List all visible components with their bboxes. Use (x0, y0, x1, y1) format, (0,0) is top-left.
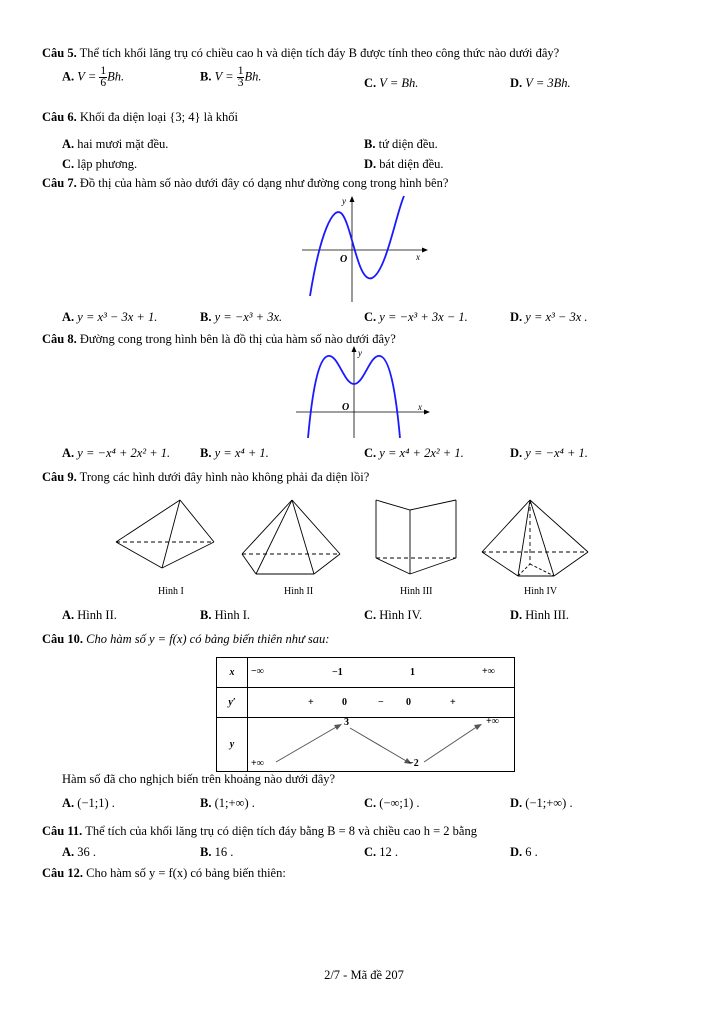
q5-option-b[interactable]: B. V = $\frac{1}{3}$ Bh. (200, 65, 262, 89)
q6-option-a[interactable]: A. hai mươi mặt đều. (62, 137, 169, 151)
question-9-label: Câu 9. (42, 470, 77, 484)
q5-option-a[interactable]: A. V = $\frac{1}{6}$ Bh. (62, 65, 125, 89)
x-value-1: 1 (410, 667, 415, 678)
figure-hinh-iii (376, 500, 456, 574)
x-axis-arrow (424, 410, 430, 415)
arrow-up-2 (424, 726, 478, 762)
q7-option-c[interactable]: C. y = −x³ + 3x − 1. (364, 310, 468, 324)
y-axis-label: y (358, 348, 362, 358)
q10-option-c[interactable]: C. (−∞;1) . (364, 796, 420, 810)
q5-option-d[interactable]: D. V = 3Bh. (510, 76, 571, 90)
question-12 (42, 866, 286, 881)
q11-option-b[interactable]: B. 16 . (200, 845, 234, 859)
sign-zero-1: 0 (342, 697, 347, 708)
question-11-label: Câu 11. (42, 824, 83, 838)
origin-label: O (342, 402, 350, 413)
question-6 (42, 110, 238, 125)
y-axis-arrow (352, 346, 357, 352)
question-8-label: Câu 8. (42, 332, 77, 346)
q6-option-c[interactable]: C. lập phương. (62, 157, 138, 171)
q11-option-a[interactable]: A. 36 . (62, 845, 97, 859)
x-axis-label: x (418, 402, 422, 412)
q7-cubic-graph (300, 194, 430, 302)
question-7-label: Câu 7. (42, 176, 77, 190)
q10-option-d[interactable]: D. (−1;+∞) . (510, 796, 573, 810)
q6-option-d[interactable]: D. bát diện đều. (364, 157, 444, 171)
variation-row-yp-label: y′ (217, 688, 248, 718)
q6-option-b[interactable]: B. tứ diện đều. (364, 137, 438, 151)
question-5-text: Thể tích khối lăng trụ có chiều cao h và diện tích đáy B được tính theo công thức nào dưới đây? (79, 46, 560, 60)
caption-hinh-i: Hình I (158, 586, 184, 597)
y-value-3: 3 (344, 717, 349, 728)
variation-row-y-values (248, 718, 515, 772)
figure-hinh-i (116, 500, 214, 568)
cubic-curve (310, 196, 404, 296)
question-7-text: Đồ thị của hàm số nào dưới đây có dạng như đường cong trong hình bên? (79, 176, 449, 190)
q9-option-b[interactable]: B. Hình I. (200, 608, 251, 622)
variation-row-x-values (248, 658, 515, 688)
q8-option-c[interactable]: C. y = x⁴ + 2x² + 1. (364, 446, 464, 460)
caption-hinh-iv: Hình IV (524, 586, 558, 597)
figure-hinh-iv (482, 500, 588, 576)
q9-option-d[interactable]: D. Hình III. (510, 608, 570, 622)
y-axis-label: y (342, 196, 346, 206)
page-footer: 2/7 - Mã đề 207 (324, 968, 404, 982)
q8-quartic-graph (294, 344, 434, 438)
q8-option-b[interactable]: B. y = x⁴ + 1. (200, 446, 269, 460)
sign-zero-2: 0 (406, 697, 411, 708)
x-value-neg-inf: −∞ (251, 666, 264, 677)
question-6-label: Câu 6. (42, 110, 77, 124)
y-axis-arrow (350, 196, 355, 202)
variation-arrows (248, 718, 514, 772)
q11-option-d[interactable]: D. 6 . (510, 845, 538, 859)
q9-option-a[interactable]: A. Hình II. (62, 608, 117, 622)
question-6-text: Khối đa diện loại {3; 4} là khối (79, 110, 239, 124)
figure-hinh-ii (242, 500, 340, 574)
caption-hinh-iii: Hình III (400, 586, 433, 597)
question-9 (42, 470, 369, 485)
question-5-label: Câu 5. (42, 46, 77, 60)
sign-3: + (450, 697, 456, 708)
q9-option-c[interactable]: C. Hình IV. (364, 608, 423, 622)
q8-option-d[interactable]: D. y = −x⁴ + 1. (510, 446, 588, 460)
y-value-neg2: −2 (408, 758, 419, 769)
sign-1: + (308, 697, 314, 708)
question-11-text: Thể tích của khối lăng trụ có diện tích đáy bằng B = 8 và chiều cao h = 2 bằng (85, 824, 477, 838)
origin-label: O (340, 254, 348, 265)
q11-option-c[interactable]: C. 12 . (364, 845, 399, 859)
arrow-up-1 (276, 726, 338, 762)
question-10-followup: Hàm số đã cho nghịch biến trên khoảng nào dưới đây? (62, 772, 336, 786)
q10-option-b[interactable]: B. (1;+∞) . (200, 796, 255, 810)
y-value-pos-inf-left: +∞ (251, 758, 264, 769)
question-9-text: Trong các hình dưới đây hình nào không phải đa diện lồi? (79, 470, 370, 484)
y-value-pos-inf-right: +∞ (486, 716, 499, 727)
variation-row-x-label: x (217, 658, 248, 688)
q7-option-b[interactable]: B. y = −x³ + 3x. (200, 310, 283, 324)
variation-row-y-label: y (217, 718, 248, 772)
variation-row-yp-signs (248, 688, 515, 718)
q5-option-c[interactable]: C. V = Bh. (364, 76, 419, 90)
question-8-text: Đường cong trong hình bên là đồ thị của hàm số nào dưới đây? (79, 332, 396, 346)
variation-table (216, 657, 515, 772)
arrow-down (350, 728, 408, 762)
q7-option-d[interactable]: D. y = x³ − 3x . (510, 310, 588, 324)
x-axis-arrow (422, 248, 428, 253)
question-12-label: Câu 12. (42, 866, 83, 880)
q8-option-a[interactable]: A. y = −x⁴ + 2x² + 1. (62, 446, 171, 460)
question-10-text: Cho hàm số y = f(x) có bảng biến thiên như sau: (86, 632, 330, 646)
x-value-neg1: −1 (332, 667, 343, 678)
question-11 (42, 824, 477, 839)
fraction: $\frac{1}{3}$ (237, 65, 244, 89)
fraction: $\frac{1}{6}$ (100, 65, 107, 89)
caption-hinh-ii: Hình II (284, 586, 314, 597)
q10-option-a[interactable]: A. (−1;1) . (62, 796, 115, 810)
sign-2: − (378, 697, 384, 708)
q9-polyhedra-figures (110, 494, 600, 598)
q7-option-a[interactable]: A. y = x³ − 3x + 1. (62, 310, 158, 324)
question-10 (42, 632, 329, 647)
question-7 (42, 176, 448, 191)
x-value-pos-inf: +∞ (482, 666, 495, 677)
question-10-label: Câu 10. (42, 632, 83, 646)
question-12-text: Cho hàm số y = f(x) có bảng biến thiên: (86, 866, 286, 880)
x-axis-label: x (416, 252, 420, 262)
question-5 (42, 46, 559, 61)
